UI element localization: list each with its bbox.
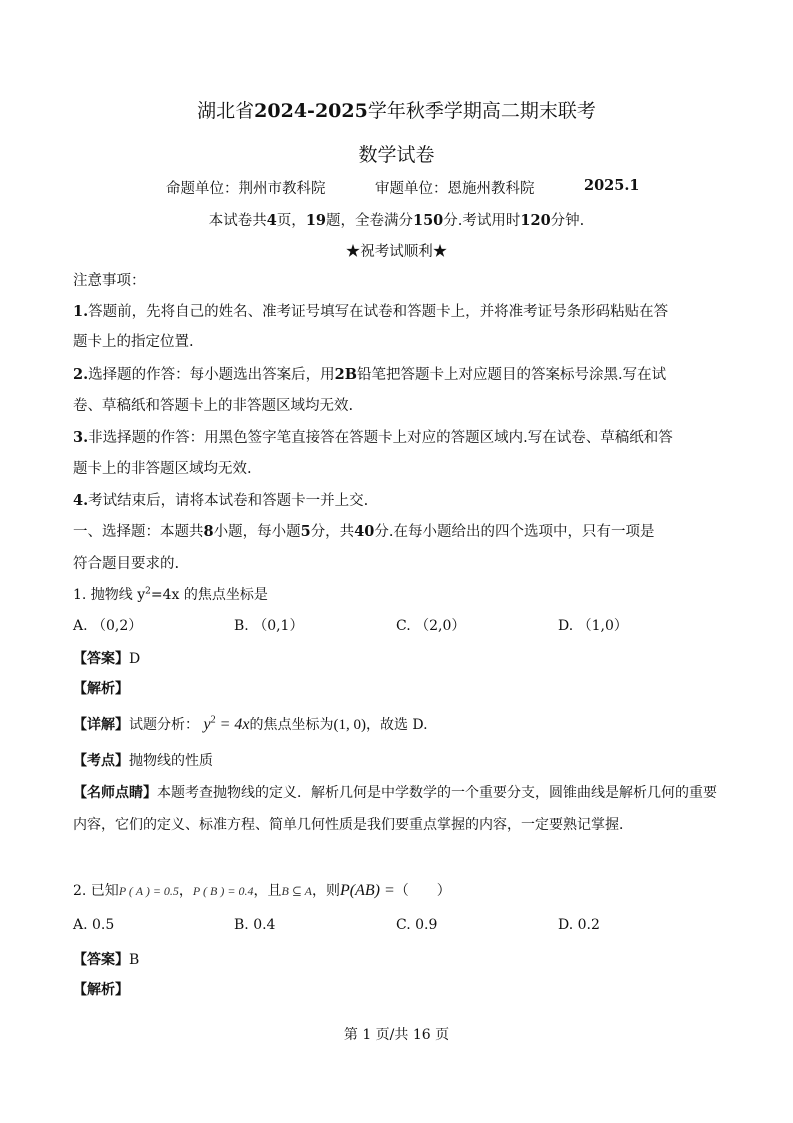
- subset-relation: B ⊆ A: [281, 884, 312, 898]
- q2-option-a: A. 0.5: [73, 917, 115, 933]
- info-score: 150: [413, 212, 444, 229]
- info-text: 分.考试用时: [443, 213, 521, 229]
- section-heading: [73, 517, 654, 547]
- section-text: 小题，每小题: [213, 524, 301, 540]
- info-pages: 4: [266, 212, 277, 229]
- info-text: 页，: [276, 213, 306, 229]
- q1-option-a: A. （0,2）: [73, 618, 143, 634]
- point-tag: 【考点】: [73, 753, 129, 769]
- q2-option-b: B. 0.4: [234, 917, 276, 933]
- q1-point: [73, 750, 213, 770]
- stem-sup: 2: [145, 586, 151, 597]
- notice-text: 答题前，先将自己的姓名、准考证号填写在试卷和答题卡上，并将准考证号条形码粘贴在答: [88, 304, 669, 320]
- notice-text: 考试结束后，请将本试卷和答题卡一并上交.: [88, 493, 369, 509]
- info-text: 题，全卷满分: [326, 213, 413, 229]
- answer-value: B: [129, 952, 140, 968]
- question-2-stem: [73, 880, 451, 900]
- info-text: 本试卷共: [208, 213, 267, 229]
- notice-item-2-cont: 卷、草稿纸和答题卡上的非答题区域均无效.: [73, 398, 354, 414]
- prob-a: P ( A ) = 0.5: [118, 884, 179, 898]
- section-each: 5: [300, 523, 311, 540]
- teacher-tag: 【名师点睛】: [73, 785, 157, 801]
- answer-tag: 【答案】: [73, 952, 129, 968]
- notice-item-4: [73, 486, 368, 516]
- notice-num: 4.: [73, 492, 89, 509]
- prob-ab: P(AB) =: [339, 882, 395, 899]
- notice-num: 2.: [73, 366, 89, 383]
- section-text: 分.在每小题给出的四个选项中，只有一项是: [374, 524, 655, 540]
- notice-item-3-cont: 题卡上的非答题区域均无效.: [73, 461, 252, 477]
- notice-item-2: [73, 360, 666, 390]
- notice-item-3: [73, 423, 673, 453]
- formula-var: y: [203, 716, 211, 733]
- q2-answer: [73, 949, 139, 969]
- setter-unit: 命题单位：荆州市教科院: [166, 181, 326, 197]
- notice-num: 1.: [73, 303, 89, 320]
- detail-tag: 【详解】: [73, 717, 129, 733]
- stem-text: 1. 抛物线 y: [73, 587, 146, 603]
- q2-option-d: D. 0.2: [558, 917, 600, 933]
- notice-text: 选择题的作答：每小题选出答案后，用: [88, 367, 335, 383]
- answer-value: D: [129, 651, 141, 667]
- formula-sup: 2: [210, 714, 216, 726]
- detail-text: ，故选 D.: [365, 717, 428, 733]
- info-questions: 19: [305, 212, 326, 229]
- exam-subtitle: 数学试卷: [358, 144, 435, 166]
- exam-date: 2025.1: [584, 177, 640, 194]
- notice-pencil: 2B: [334, 366, 357, 383]
- question-1-stem: [73, 584, 268, 604]
- answer-tag: 【答案】: [73, 651, 129, 667]
- detail-text: 的焦点坐标为: [249, 717, 334, 733]
- stem-text: ，: [178, 883, 193, 899]
- q2-analysis-tag: 【解析】: [73, 982, 129, 998]
- q1-teacher-note: [73, 782, 717, 802]
- q1-option-c: C. （2,0）: [396, 618, 466, 634]
- title-year: 2024-2025: [254, 100, 368, 122]
- q1-option-b: B. （0,1）: [234, 618, 304, 634]
- section-text: 一、选择题：本题共: [73, 524, 204, 540]
- q1-option-d: D. （1,0）: [558, 618, 628, 634]
- stem-text: ，则: [311, 883, 340, 899]
- detail-formula: [203, 716, 249, 733]
- detail-text: 试题分析：: [129, 717, 199, 733]
- section-total: 40: [354, 523, 375, 540]
- info-time: 120: [520, 212, 551, 229]
- section-text: 分，共: [310, 524, 355, 540]
- notice-text: 非选择题的作答：用黑色签字笔直接答在答题卡上对应的答题区域内.写在试卷、草稿纸和答: [88, 430, 673, 446]
- stem-text: 2. 已知: [73, 883, 119, 899]
- detail-point: (1, 0): [333, 717, 366, 733]
- notice-heading: 注意事项：: [73, 273, 146, 289]
- section-count: 8: [203, 523, 214, 540]
- q1-answer: [73, 648, 140, 668]
- teacher-text: 本题考查抛物线的定义．解析几何是中学数学的一个重要分支，圆锥曲线是解析几何的重要: [157, 785, 717, 801]
- reviewer-unit: 审题单位：恩施州教科院: [375, 181, 535, 197]
- title-prefix: 湖北省: [197, 100, 255, 122]
- q1-analysis-tag: 【解析】: [73, 681, 129, 697]
- exam-info: [0, 209, 793, 230]
- exam-title: [0, 96, 793, 123]
- info-text: 分钟.: [550, 213, 585, 229]
- page-footer: 第 1 页/共 16 页: [343, 1027, 450, 1043]
- notice-item-1-cont: 题卡上的指定位置.: [73, 334, 194, 350]
- notice-text: 铅笔把答题卡上对应题目的答案标号涂黑.写在试: [357, 367, 667, 383]
- notice-item-1: [73, 297, 668, 327]
- stem-text: （ ）: [394, 883, 451, 899]
- title-suffix: 学年秋季学期高二期末联考: [367, 100, 596, 122]
- blessing: ★祝考试顺利★: [345, 244, 448, 260]
- q1-teacher-note-cont: 内容，它们的定义、标准方程、简单几何性质是我们要重点掌握的内容，一定要熟记掌握．: [73, 817, 633, 833]
- q2-option-c: C. 0.9: [396, 917, 438, 933]
- formula-rest: = 4x: [215, 716, 250, 733]
- stem-text: =4x 的焦点坐标是: [150, 587, 268, 603]
- q1-detail: [73, 714, 428, 734]
- prob-b: P ( B ) = 0.4: [192, 884, 254, 898]
- notice-num: 3.: [73, 429, 89, 446]
- section-heading-cont: 符合题目要求的.: [73, 556, 180, 572]
- stem-text: ，且: [253, 883, 282, 899]
- point-text: 抛物线的性质: [129, 753, 213, 769]
